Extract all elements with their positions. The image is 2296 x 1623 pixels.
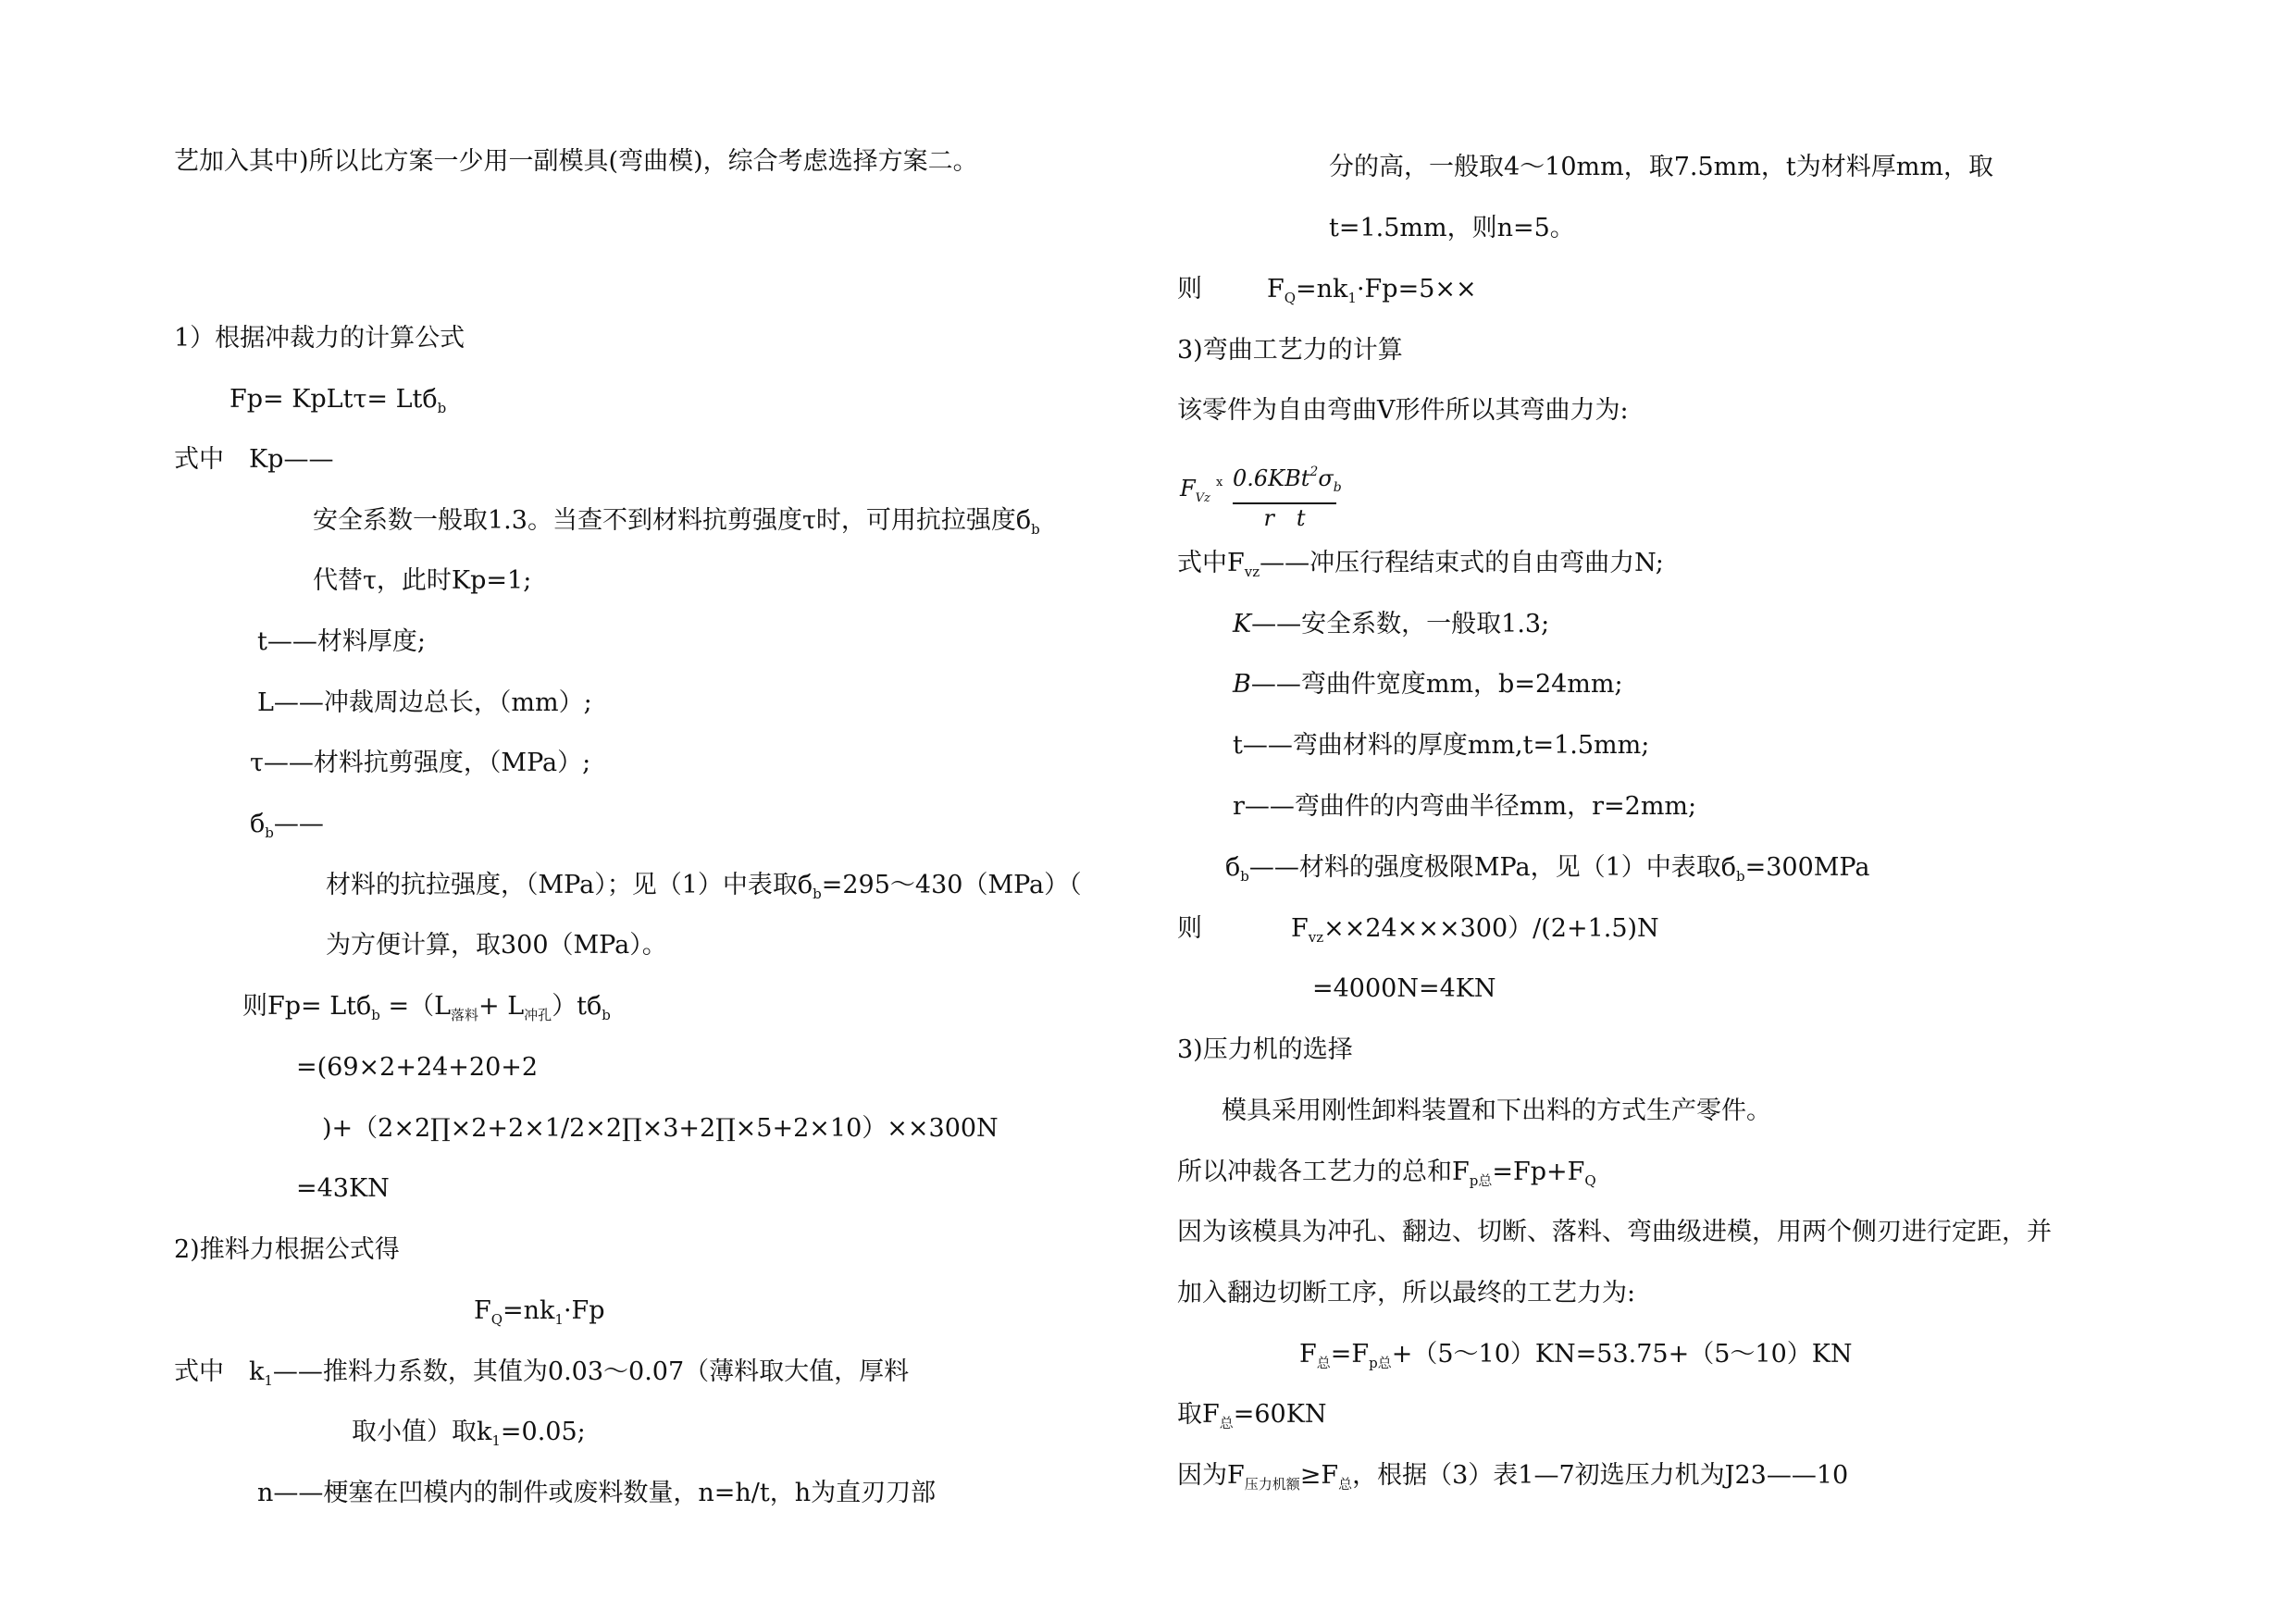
section2-title: 2)推料力根据公式得 <box>174 1235 400 1264</box>
punch-force-formula: Fp= KpLtτ= Ltб$_b$ <box>230 385 447 416</box>
press-line-1: 模具采用刚性卸料装置和下出料的方式生产零件。 <box>1222 1096 1771 1125</box>
t-bend-definition: t——弯曲材料的厚度mm,t=1.5mm; <box>1233 731 1650 760</box>
intro-line: 艺加入其中)所以比方案一少用一副模具(弯曲模)，综合考虑选择方案二。 <box>174 147 978 176</box>
press-line-4: 加入翻边切断工序，所以最终的工艺力为: <box>1177 1279 1636 1307</box>
bend-formula-mark: x <box>1216 476 1223 489</box>
sigma-limit-definition: $б_b——$材料的强度极限MPa，见（1）中表取$б_b=300MPa$ <box>1225 853 1870 885</box>
section1-title: 1）根据冲裁力的计算公式 <box>174 324 465 353</box>
bend-force-calc: 则 $F_{vz}\times\times 24\times\times\times 300)/(2+1.5)N$ <box>1177 914 1659 946</box>
n-definition-cont-1: 分的高，一般取4～10mm，取7.5mm，t为材料厚mm，取 <box>1329 153 1993 181</box>
punch-force-calc-2: =(69×2+24+20+2 <box>296 1053 539 1082</box>
press-selection: 因为$F_{压力机额}\ge F_总$，根据（3）表1—7初选压力机为J23——10 <box>1177 1461 1849 1493</box>
sigma-description-2: 为方便计算，取300（MPa）。 <box>326 931 667 960</box>
punch-force-result: =43KN <box>296 1174 390 1203</box>
total-force-taken: 取$F_总=60KN$ <box>1177 1400 1327 1431</box>
bend-intro: 该零件为自由弯曲V形件所以其弯曲力为: <box>1177 396 1629 425</box>
where-kp: 式中 Kp—— <box>174 445 334 474</box>
bend-formula-numerator: $0.6KBt^2\sigma_b$ <box>1233 465 1342 495</box>
sigma-definition: $б_b——$ <box>250 810 324 841</box>
push-force-calc: 则 $F_Q=nk_1\cdot Fp=5\times\times$ <box>1177 275 1477 306</box>
bend-formula-denominator: r t <box>1263 505 1306 531</box>
n-definition: n——梗塞在凹模内的制件或废料数量，n=h/t，h为直刃刀部 <box>257 1479 937 1507</box>
fvz-definition: 式中$F_{vz}——$冲压行程结束式的自由弯曲力N; <box>1177 549 1664 580</box>
kp-description-1: 安全系数一般取1.3。当查不到材料抗剪强度τ时，可用抗拉强度$б_b$ <box>313 506 1040 538</box>
L-definition: L——冲裁周边总长，（mm）; <box>257 688 592 717</box>
section3-title: 3)弯曲工艺力的计算 <box>1177 336 1403 365</box>
section4-title: 3)压力机的选择 <box>1177 1035 1353 1064</box>
kp-description-2: 代替τ，此时Kp=1; <box>313 566 532 595</box>
k1-value: 取小值）取$k_1=0.05$; <box>352 1418 586 1449</box>
punch-force-calc-1: 则$Fp= Ltб_b =(L_{落料}+ L_{冲孔})tб_b$ <box>242 992 611 1023</box>
r-definition: r——弯曲件的内弯曲半径mm，r=2mm; <box>1233 792 1697 821</box>
n-definition-cont-2: t=1.5mm，则n=5。 <box>1329 214 1575 242</box>
t-definition: t——材料厚度; <box>257 627 426 656</box>
k1-definition: 式中 $k_1——$推料力系数，其值为0.03～0.07（薄料取大值，厚料 <box>174 1357 910 1389</box>
bend-force-result: =4000N=4KN <box>1312 974 1496 1003</box>
push-force-formula: $F_Q=nk_1\cdot Fp$ <box>474 1296 605 1328</box>
press-line-3: 因为该模具为冲孔、翻边、切断、落料、弯曲级进模，用两个侧刃进行定距，并 <box>1177 1218 2052 1246</box>
total-force-formula: $F_总=F_{p总}+(5\sim 10)KN=53.75+(5\sim 10)KN$ <box>1299 1340 1853 1371</box>
bend-formula-fraction <box>1233 459 1342 532</box>
bend-formula-lhs: $F_{Vz}$ <box>1180 476 1210 505</box>
press-line-2: 所以冲裁各工艺力的总和$F_{p总}=Fp+F_Q$ <box>1177 1158 1596 1189</box>
K-definition: K——安全系数，一般取1.3; <box>1233 610 1550 638</box>
tau-definition: τ——材料抗剪强度，（MPa）; <box>250 749 591 777</box>
B-definition: B——弯曲件宽度mm，b=24mm; <box>1233 670 1623 699</box>
punch-force-calc-3: )+（2×2∏×2+2×1/2×2∏×3+2∏×5+2×10）××300N <box>322 1114 999 1143</box>
sigma-description-1: 材料的抗拉强度，（MPa）；见（1）中表取$б_b=295\sim 430(MPa)$（ <box>326 871 1082 902</box>
